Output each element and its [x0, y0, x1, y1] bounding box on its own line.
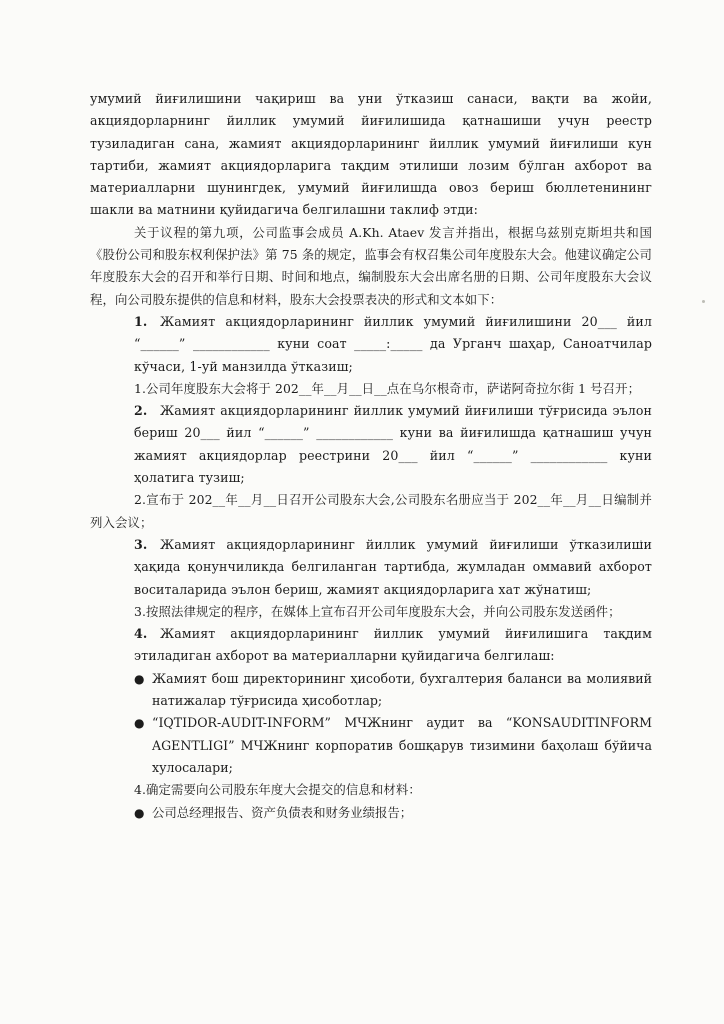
- item-4-uz: [90, 623, 652, 668]
- paragraph-intro-uz: умумий йиғилишини чақириш ва уни ўтказиш санаси, вақти ва жойи, акциядорларнинг йиллик умумий йиғилишида қатнашиши учун реестр тузиладиган сана, жамият акциядорларининг йиллик умумий йиғилиши кун тартиби, жамият акциядорларига тақдим этилиши лозим бўлган ахборот ва материалларни шунингдек, умумий йиғилишда овоз бериш бюллетенининг шакли ва матнини қуйидагича белгилашни таклиф этди:: [90, 91, 652, 218]
- list-item: [90, 802, 652, 824]
- item-4-zh: 4.确定需要向公司股东年度大会提交的信息和材料：: [134, 782, 421, 798]
- document-body: [90, 88, 652, 824]
- bullet-dot-icon: ●: [134, 805, 145, 820]
- paragraph-agenda-item-9-zh: 关于议程的第九项，公司监事会成员 A.Kh. Ataev 发言并指出，根据乌兹别克斯坦共和国《股份公司和股东权利保护法》第 75 条的规定，监事会有权召集公司年度股东大会。他建议确定公司年度股东大会的召开和举行日期、时间和地点，编制股东大会出席名册的日期、公司年度股东大会议程，向公司股东提供的信息和材料，股东大会投票表决的形式和文本如下：: [90, 224, 652, 307]
- bullet-text: “IQTIDOR-AUDIT-INFORM” МЧЖнинг аудит ва “KONSAUDITINFORM AGENTLIGI” МЧЖнинг корпоратив бошқарув тизимини баҳолаш бўйича хулосалари;: [152, 715, 652, 775]
- bullet-dot-icon: ●: [134, 671, 145, 686]
- item-1-zh: 1.公司年度股东大会将于 202__年__月__日__点在乌尔根奇市，萨诺阿奇拉尔街 1 号召开；: [134, 380, 641, 396]
- list-item: [90, 712, 652, 779]
- item-2-number: 2.: [134, 403, 148, 419]
- item-1-number: 1.: [134, 313, 148, 329]
- item-4-number: 4.: [134, 626, 148, 642]
- scan-speck: [702, 300, 705, 303]
- item-2-zh: 2.宣布于 202__年__月__日召开公司股东大会,公司股东名册应当于 202__年__月__日编制并列入会议；: [90, 492, 652, 530]
- item-2-text: Жамият акциядорларининг йиллик умумий йиғилиши тўғрисида эълон бериш 20___ йил “______” ____________ куни ва йиғилишда қатнашиш учун жамият акциядорлар реестрини 20___ йил “______” ____________ куни ҳолатига тузиш;: [134, 403, 652, 486]
- item-4-bullet-list-zh: [90, 802, 652, 824]
- list-item: [90, 668, 652, 713]
- bullet-text: 公司总经理报告、资产负债表和财务业绩报告；: [152, 804, 413, 820]
- item-3-number: 3.: [134, 536, 148, 552]
- item-1-text: Жамият акциядорларининг йиллик умумий йиғилишини 20___ йил “______” ____________ куни соат _____:_____ да Урганч шаҳар, Саноатчилар кўчаси, 1-уй манзилда ўтказиш;: [134, 313, 652, 374]
- item-1-uz: [90, 311, 652, 378]
- bullet-dot-icon: ●: [134, 716, 145, 731]
- item-4-bullet-list-uz: [90, 668, 652, 779]
- item-3-uz: [90, 534, 652, 601]
- item-3-text: Жамият акциядорларининг йиллик умумий йиғилиши ўтказилиши ҳақида қонунчиликда белгиланган тартибда, жумладан оммавий ахборот воситаларида эълон бериш, жамият акциядорларига хат жўнатиш;: [134, 536, 652, 597]
- item-3-zh: 3.按照法律规定的程序，在媒体上宣布召开公司年度股东大会，并向公司股东发送函件；: [134, 603, 621, 619]
- bullet-text: Жамият бош директорининг ҳисоботи, бухгалтерия баланси ва молиявий натижалар тўғрисида ҳисоботлар;: [152, 670, 652, 709]
- item-2-uz: [90, 400, 652, 489]
- item-4-text: Жамият акциядорларининг йиллик умумий йиғилишига тақдим этиладиган ахборот ва материалларни қуйидагича белгилаш:: [134, 626, 652, 664]
